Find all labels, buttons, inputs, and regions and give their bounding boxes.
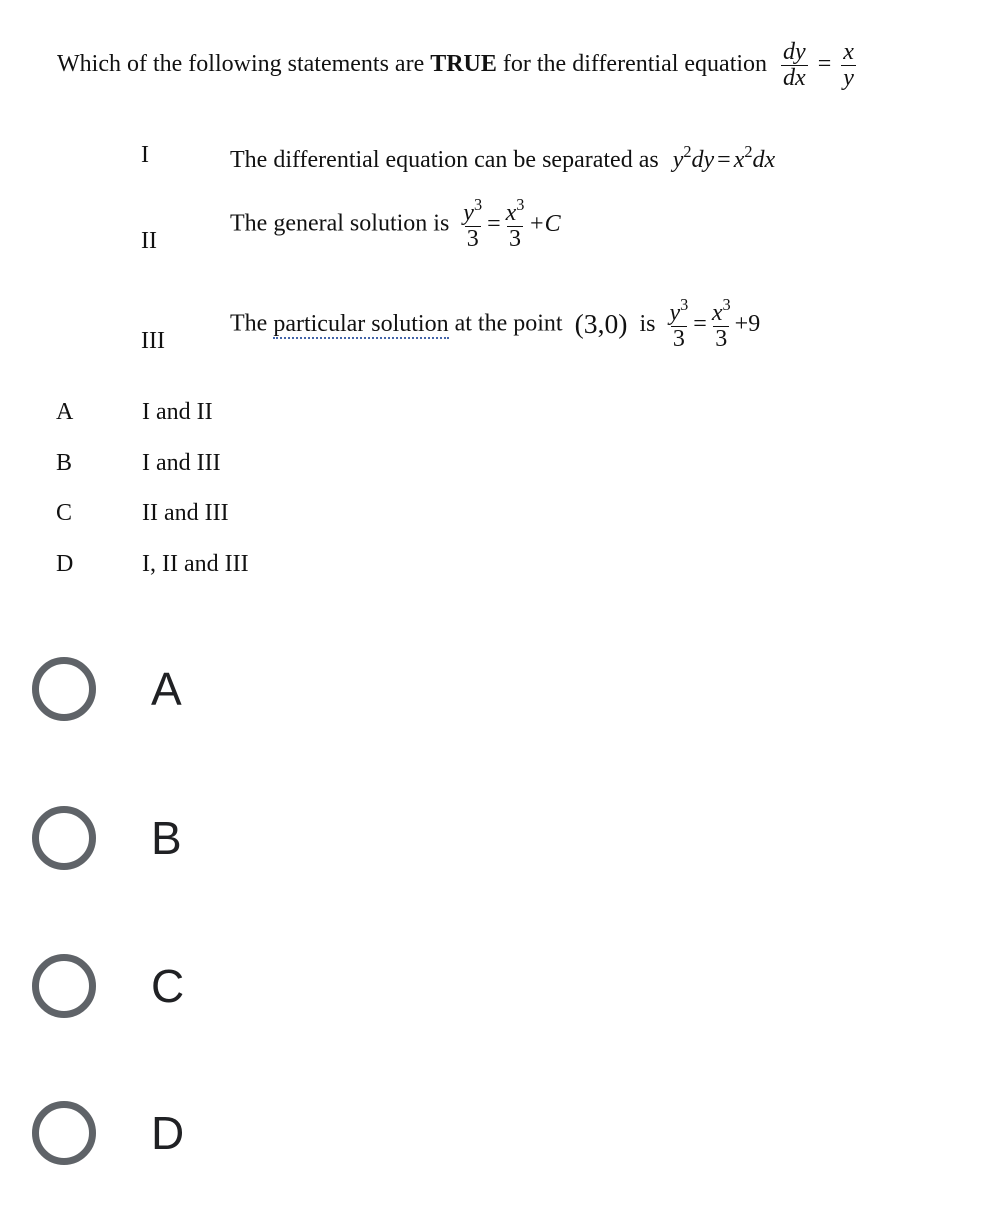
choice-d[interactable] xyxy=(32,1093,184,1173)
statement-1-roman: I xyxy=(141,142,149,168)
choice-c-label[interactable]: C xyxy=(151,960,185,1012)
radio-unchecked-icon[interactable] xyxy=(32,806,96,870)
option-b-text: I and III xyxy=(142,450,221,476)
statement-3-text: The particular solution at the point (3,0) is $\frac{y^3}{3}$ = $\frac{x^3}{3}$ +9 xyxy=(230,295,761,353)
statement-1-text: The differential equation can be separated as $y^2dy = x^2dx$ xyxy=(230,142,776,174)
radio-unchecked-icon[interactable] xyxy=(32,1101,96,1165)
statement-1-equation: $y^2dy = x^2dx$ xyxy=(672,142,776,174)
option-c-letter: C xyxy=(56,500,73,526)
option-d-letter: D xyxy=(56,551,74,577)
option-d-text: I, II and III xyxy=(142,551,249,577)
question-suffix: for the differential equation xyxy=(496,51,768,78)
option-a-text: I and II xyxy=(142,399,213,425)
statement-2-text: The general solution is $\frac{y^3}{3}$ = $\frac{x^3}{3}$ +C xyxy=(230,195,561,253)
radio-unchecked-icon[interactable] xyxy=(32,657,96,721)
equation-dydx: $\frac{dy}{dx}$ = $\frac{x}{y}$ xyxy=(783,39,854,92)
choice-c[interactable] xyxy=(32,946,184,1026)
statement-3-equation: $\frac{y^3}{3}$ = $\frac{x^3}{3}$ +9 xyxy=(669,295,761,353)
point-coordinates: (3,0) xyxy=(574,308,628,340)
choice-b[interactable] xyxy=(32,798,182,878)
option-c-text: II and III xyxy=(142,500,229,526)
radio-unchecked-icon[interactable] xyxy=(32,954,96,1018)
question-bold: TRUE xyxy=(430,51,497,78)
statement-2-roman: II xyxy=(141,228,157,254)
statement-2-equation: $\frac{y^3}{3}$ = $\frac{x^3}{3}$ +C xyxy=(463,195,561,253)
choice-a[interactable] xyxy=(32,649,182,729)
option-b-letter: B xyxy=(56,450,73,476)
option-a-letter: A xyxy=(56,399,74,425)
choice-a-label[interactable]: A xyxy=(151,663,182,715)
particular-solution-link[interactable]: particular solution xyxy=(273,310,449,337)
question-text xyxy=(57,40,856,91)
question-prefix: Which of the following statements are xyxy=(57,51,431,78)
statement-3-roman: III xyxy=(141,328,165,354)
choice-b-label[interactable]: B xyxy=(151,812,182,864)
choice-d-label[interactable]: D xyxy=(151,1107,185,1159)
